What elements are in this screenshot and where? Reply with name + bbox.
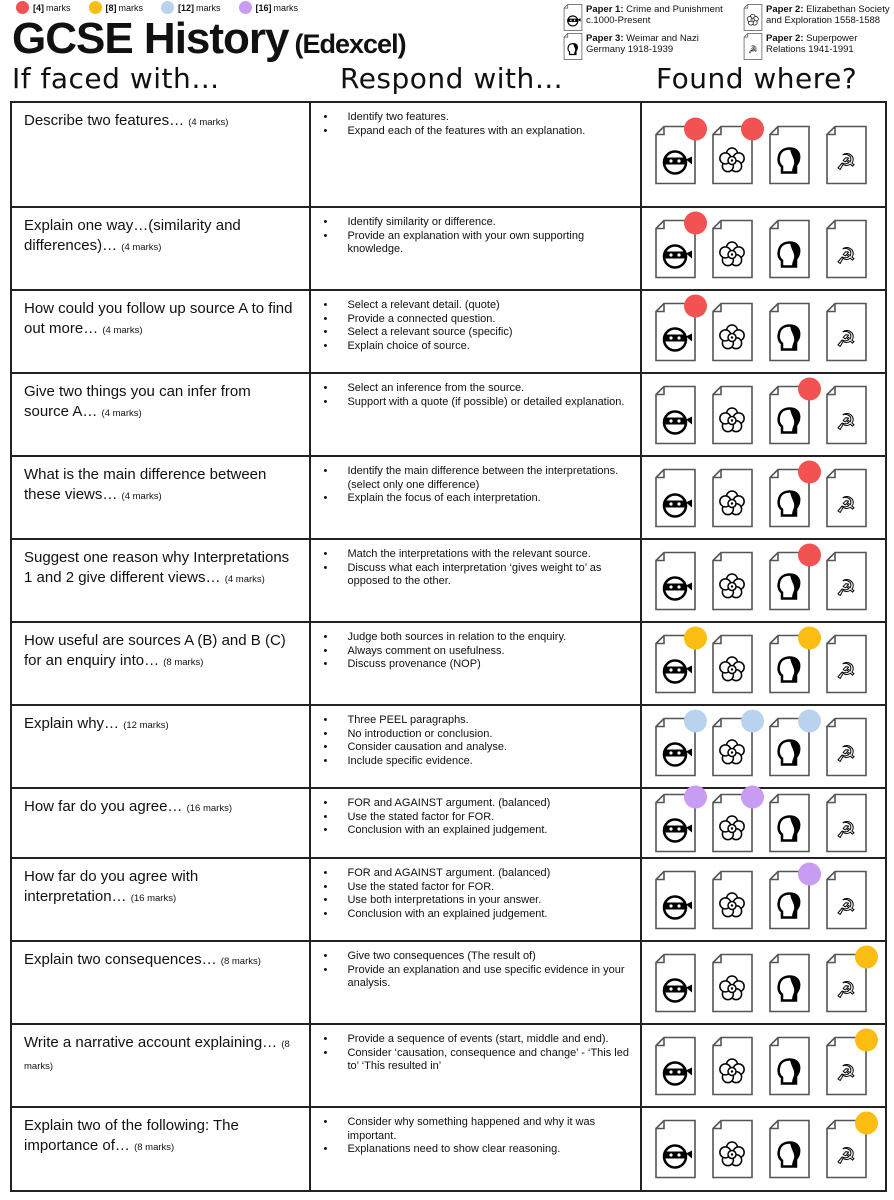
response-point: • Discuss provenance (NOP) [323, 658, 629, 672]
hammer-sickle-icon [825, 244, 868, 282]
mask-icon [654, 680, 697, 697]
rose-icon [711, 265, 754, 282]
response-point: • Support with a quote (if possible) or detailed explanation. [323, 396, 629, 410]
hammer-sickle-icon [825, 659, 868, 697]
mask-icon [654, 916, 697, 933]
question-text: Explain one way…(similarity and differences)… [24, 217, 241, 254]
question-cell [11, 456, 310, 539]
found-cell [641, 1107, 886, 1191]
paper-key-item [743, 33, 893, 63]
response-point: • Use the stated factor for FOR. [323, 811, 629, 825]
response-point: • Consider causation and analyse. [323, 741, 629, 755]
paper-doc [654, 219, 697, 278]
question-text: Give two things you can infer from source A… [24, 383, 251, 420]
paper-doc [711, 870, 754, 929]
response-cell [310, 858, 640, 941]
paper-doc [825, 1036, 868, 1095]
legend-marks: [12] [178, 2, 195, 13]
found-cell [641, 539, 886, 622]
question-text: How far do you agree with interpretation… [24, 868, 199, 905]
marks-text: (16 marks) [186, 803, 232, 814]
marks-dot [798, 377, 821, 400]
paper-name: Paper 2: [766, 4, 804, 15]
rose-icon [711, 348, 754, 365]
hammer-sickle-icon [825, 895, 868, 933]
question-cell [11, 290, 310, 373]
head-icon [768, 916, 811, 933]
question-text: How far do you agree… [24, 798, 183, 815]
hammer-sickle-icon [825, 1144, 868, 1183]
paper-doc [654, 551, 697, 610]
paper-doc [768, 794, 811, 853]
svg-text:☭: ☭ [835, 150, 856, 175]
response-point: • Expand each of the features with an explanation. [323, 125, 629, 139]
svg-text:☭: ☭ [835, 659, 856, 684]
paper-doc [711, 717, 754, 776]
table-row [11, 858, 886, 941]
table-row [11, 941, 886, 1024]
paper-doc [768, 125, 811, 184]
rose-icon [711, 1166, 754, 1183]
response-point: • Provide a connected question. [323, 313, 629, 327]
mask-icon [654, 763, 697, 780]
legend-dot [16, 1, 29, 14]
found-cell [641, 102, 886, 207]
svg-text:☭: ☭ [835, 493, 856, 518]
paper-doc [654, 125, 697, 184]
paper-doc [768, 302, 811, 361]
paper-desc: Superpower Relations 1941-1991 [766, 33, 858, 55]
response-point: • No introduction or conclusion. [323, 728, 629, 742]
table-row [11, 207, 886, 290]
paper-doc [768, 953, 811, 1012]
response-cell [310, 102, 640, 207]
paper-doc [825, 634, 868, 693]
marks-text: (4 marks) [101, 408, 142, 419]
paper-doc [825, 468, 868, 527]
question-cell [11, 705, 310, 788]
question-cell [11, 102, 310, 207]
marks-dot [798, 460, 821, 483]
marks-text: (8 marks) [24, 1039, 290, 1072]
rose-icon [711, 514, 754, 531]
legend-suffix: marks [273, 2, 299, 13]
head-icon [768, 514, 811, 531]
found-cell [641, 858, 886, 941]
paper-doc [711, 302, 754, 361]
marks-dot [684, 626, 707, 649]
marks-text: (16 marks) [130, 893, 177, 904]
paper-key-item [563, 33, 738, 63]
table-row [11, 456, 886, 539]
paper-doc [711, 551, 754, 610]
paper-doc [768, 219, 811, 278]
marks-dot [741, 786, 764, 809]
question-text: Write a narrative account explaining… [24, 1034, 278, 1051]
legend-suffix: marks [46, 2, 71, 13]
marks-dot [798, 862, 821, 885]
response-point: • Explain choice of source. [323, 340, 629, 354]
marks-text: (8 marks) [220, 956, 261, 967]
marks-dot [684, 117, 707, 140]
hammer-sickle-icon [825, 410, 868, 448]
mask-icon [654, 348, 697, 365]
marks-text: (4 marks) [224, 574, 265, 585]
marks-dot [684, 786, 707, 809]
response-point: • Explain the focus of each interpretation. [323, 492, 629, 506]
question-cell [11, 858, 310, 941]
response-point: • Select an inference from the source. [323, 382, 629, 396]
found-cell [641, 941, 886, 1024]
mask-icon [563, 4, 583, 34]
col-header-found: Found where? [656, 62, 858, 95]
table-row [11, 622, 886, 705]
marks-legend [16, 1, 312, 14]
question-text: How useful are sources A (B) and B (C) for an enquiry into… [24, 632, 286, 669]
svg-text:☭: ☭ [835, 1061, 856, 1086]
response-point: • FOR and AGAINST argument. (balanced) [323, 797, 629, 811]
response-point: • Judge both sources in relation to the enquiry. [323, 631, 629, 645]
rose-icon [711, 763, 754, 780]
paper-doc [825, 1120, 868, 1179]
question-text: What is the main difference between these views… [24, 466, 267, 503]
question-text: Describe two features… [24, 112, 185, 129]
table-row [11, 102, 886, 207]
head-icon [768, 763, 811, 780]
question-cell [11, 373, 310, 456]
paper-doc [654, 302, 697, 361]
response-point: • Use the stated factor for FOR. [323, 881, 629, 895]
response-cell [310, 456, 640, 539]
paper-doc [825, 302, 868, 361]
hammer-sickle-icon [825, 978, 868, 1016]
legend-suffix: marks [118, 2, 143, 13]
head-icon [768, 171, 811, 188]
svg-text:☭: ☭ [835, 327, 856, 352]
svg-text:☭: ☭ [835, 576, 856, 601]
head-icon [768, 597, 811, 614]
paper-doc [711, 125, 754, 184]
head-icon [768, 431, 811, 448]
hammer-sickle-icon [825, 493, 868, 531]
paper-doc [825, 385, 868, 444]
legend-item [16, 1, 71, 14]
head-icon [768, 1166, 811, 1183]
paper-doc [768, 468, 811, 527]
table-row [11, 705, 886, 788]
rose-icon [711, 680, 754, 697]
title-text: GCSE History [12, 14, 289, 63]
response-point: • Give two consequences (The result of) [323, 950, 629, 964]
response-point: • Identify the main difference between the interpretations. (select only one difference) [323, 465, 629, 492]
paper-doc [711, 219, 754, 278]
paper-doc [654, 717, 697, 776]
found-cell [641, 1024, 886, 1107]
legend-dot [89, 1, 102, 14]
table-row [11, 290, 886, 373]
question-cell [11, 207, 310, 290]
paper-name: Paper 2: [766, 33, 804, 44]
mask-icon [654, 171, 697, 188]
marks-dot [798, 709, 821, 732]
mask-icon [654, 597, 697, 614]
question-cell [11, 1107, 310, 1191]
marks-dot [798, 543, 821, 566]
question-cell [11, 539, 310, 622]
legend-marks: [4] [33, 2, 44, 13]
response-point: • Include specific evidence. [323, 755, 629, 769]
paper-doc [768, 385, 811, 444]
found-cell [641, 290, 886, 373]
svg-text:☭: ☭ [835, 244, 856, 269]
response-point: • Select a relevant detail. (quote) [323, 299, 629, 313]
svg-text:☭: ☭ [835, 895, 856, 920]
head-icon [768, 348, 811, 365]
response-cell [310, 1107, 640, 1191]
rose-icon [711, 999, 754, 1016]
paper-doc [825, 794, 868, 853]
head-icon [768, 680, 811, 697]
question-cell [11, 788, 310, 858]
response-point: • Explanations need to show clear reasoning. [323, 1143, 629, 1157]
mask-icon [654, 514, 697, 531]
legend-marks: [8] [105, 2, 117, 13]
svg-text:☭: ☭ [835, 742, 856, 767]
rose-icon [711, 597, 754, 614]
paper-doc [768, 1036, 811, 1095]
paper-desc: Weimar and Nazi Germany 1918-1939 [586, 33, 699, 55]
table-row [11, 373, 886, 456]
marks-dot [684, 294, 707, 317]
head-icon [768, 265, 811, 282]
legend-item [161, 1, 221, 14]
marks-text: (12 marks) [123, 720, 169, 731]
marks-dot [741, 117, 764, 140]
paper-doc [825, 219, 868, 278]
hammer-sickle-icon [825, 818, 868, 857]
rose-icon [711, 1082, 754, 1099]
found-cell [641, 788, 886, 858]
response-point: • Consider ‘causation, consequence and change’ - ‘This led to’ ‘This resulted in’ [323, 1047, 629, 1074]
svg-text:☭: ☭ [835, 1144, 856, 1170]
paper-doc [654, 1036, 697, 1095]
found-cell [641, 456, 886, 539]
paper-doc [711, 794, 754, 853]
response-cell [310, 290, 640, 373]
rose-icon [711, 431, 754, 448]
marks-dot [855, 1028, 878, 1051]
page-title [12, 14, 406, 64]
marks-text: (4 marks) [121, 242, 162, 253]
found-cell [641, 622, 886, 705]
marks-dot [855, 1112, 878, 1135]
legend-dot [161, 1, 174, 14]
response-cell [310, 941, 640, 1024]
svg-text:☭: ☭ [748, 45, 758, 57]
paper-doc [825, 125, 868, 184]
hammer-sickle-icon [743, 33, 763, 63]
paper-doc [654, 870, 697, 929]
exam-guide-table [10, 101, 887, 1192]
svg-text:☭: ☭ [835, 978, 856, 1003]
response-point: • Select a relevant source (specific) [323, 326, 629, 340]
response-cell [310, 539, 640, 622]
question-cell [11, 941, 310, 1024]
hammer-sickle-icon [825, 327, 868, 365]
rose-icon [711, 171, 754, 188]
response-point: • Provide a sequence of events (start, middle and end). [323, 1033, 629, 1047]
response-point: • Provide an explanation and use specific evidence in your analysis. [323, 964, 629, 991]
marks-dot [684, 211, 707, 234]
paper-doc [654, 385, 697, 444]
legend-suffix: marks [196, 2, 221, 13]
found-cell [641, 207, 886, 290]
hammer-sickle-icon [825, 1061, 868, 1099]
response-cell [310, 622, 640, 705]
mask-icon [654, 999, 697, 1016]
paper-doc [768, 551, 811, 610]
paper-key-item [743, 4, 893, 34]
marks-text: (8 marks) [163, 657, 204, 668]
hammer-sickle-icon [825, 576, 868, 614]
response-point: • Conclusion with an explained judgement. [323, 824, 629, 838]
mask-icon [654, 1082, 697, 1099]
head-icon [768, 1082, 811, 1099]
hammer-sickle-icon [825, 150, 868, 188]
question-text: Suggest one reason why Interpretations 1 and 2 give different views… [24, 549, 290, 586]
svg-text:☭: ☭ [835, 410, 856, 435]
question-text: Explain two of the following: The importance of… [24, 1117, 239, 1154]
subtitle: (Edexcel) [294, 29, 406, 59]
table-row [11, 788, 886, 858]
paper-doc [654, 634, 697, 693]
response-point: • Always comment on usefulness. [323, 645, 629, 659]
paper-name: Paper 3: [586, 33, 624, 44]
paper-doc [654, 468, 697, 527]
table-row [11, 1107, 886, 1191]
mask-icon [654, 840, 697, 857]
table-row [11, 539, 886, 622]
marks-dot [855, 945, 878, 968]
marks-dot [798, 626, 821, 649]
table-row [11, 1024, 886, 1107]
rose-icon [743, 4, 763, 34]
legend-marks: [16] [255, 2, 272, 13]
response-point: • Match the interpretations with the relevant source. [323, 548, 629, 562]
response-point: • FOR and AGAINST argument. (balanced) [323, 867, 629, 881]
paper-doc [825, 551, 868, 610]
response-point: • Three PEEL paragraphs. [323, 714, 629, 728]
response-point: • Provide an explanation with your own supporting knowledge. [323, 230, 629, 257]
paper-doc [711, 634, 754, 693]
paper-name: Paper 1: [586, 4, 624, 15]
hammer-sickle-icon [825, 742, 868, 780]
head-icon [768, 840, 811, 857]
paper-doc [825, 717, 868, 776]
response-cell [310, 373, 640, 456]
paper-doc [768, 634, 811, 693]
paper-doc [654, 794, 697, 853]
question-cell [11, 1024, 310, 1107]
response-point: • Identify similarity or difference. [323, 216, 629, 230]
response-point: • Identify two features. [323, 111, 629, 125]
response-cell [310, 1024, 640, 1107]
question-text: How could you follow up source A to find out more… [24, 300, 293, 337]
response-cell [310, 207, 640, 290]
question-text: Explain why… [24, 715, 120, 732]
marks-dot [741, 709, 764, 732]
legend-item [89, 1, 144, 14]
found-cell [641, 705, 886, 788]
legend-dot [239, 1, 252, 14]
marks-text: (8 marks) [134, 1142, 175, 1153]
paper-desc: Crime and Punishment c.1000-Present [586, 4, 723, 26]
head-icon [768, 999, 811, 1016]
paper-doc [768, 870, 811, 929]
question-text: Explain two consequences… [24, 951, 217, 968]
response-point: • Use both interpretations in your answer. [323, 894, 629, 908]
paper-desc: Elizabethan Society and Exploration 1558-1588 [766, 4, 890, 26]
col-header-faced: If faced with… [12, 62, 220, 95]
response-point: • Discuss what each interpretation ‘gives weight to’ as opposed to the other. [323, 562, 629, 589]
question-cell [11, 622, 310, 705]
found-cell [641, 373, 886, 456]
col-header-respond: Respond with… [340, 62, 564, 95]
response-cell [310, 705, 640, 788]
paper-key-item [563, 4, 733, 34]
rose-icon [711, 840, 754, 857]
paper-doc [825, 953, 868, 1012]
marks-dot [684, 709, 707, 732]
mask-icon [654, 265, 697, 282]
paper-doc [654, 1120, 697, 1179]
mask-icon [654, 431, 697, 448]
paper-doc [711, 468, 754, 527]
svg-text:☭: ☭ [835, 818, 856, 844]
paper-doc [768, 717, 811, 776]
paper-doc [825, 870, 868, 929]
paper-doc [711, 953, 754, 1012]
rose-icon [711, 916, 754, 933]
paper-doc [711, 1120, 754, 1179]
head-icon [563, 33, 583, 63]
response-point: • Consider why something happened and why it was important. [323, 1116, 629, 1143]
paper-doc [711, 1036, 754, 1095]
response-cell [310, 788, 640, 858]
marks-text: (4 marks) [102, 325, 143, 336]
paper-doc [711, 385, 754, 444]
marks-text: (4 marks) [121, 491, 162, 502]
legend-item [239, 1, 299, 14]
response-point: • Conclusion with an explained judgement. [323, 908, 629, 922]
marks-text: (4 marks) [188, 117, 229, 128]
paper-doc [654, 953, 697, 1012]
paper-doc [768, 1120, 811, 1179]
mask-icon [654, 1166, 697, 1183]
